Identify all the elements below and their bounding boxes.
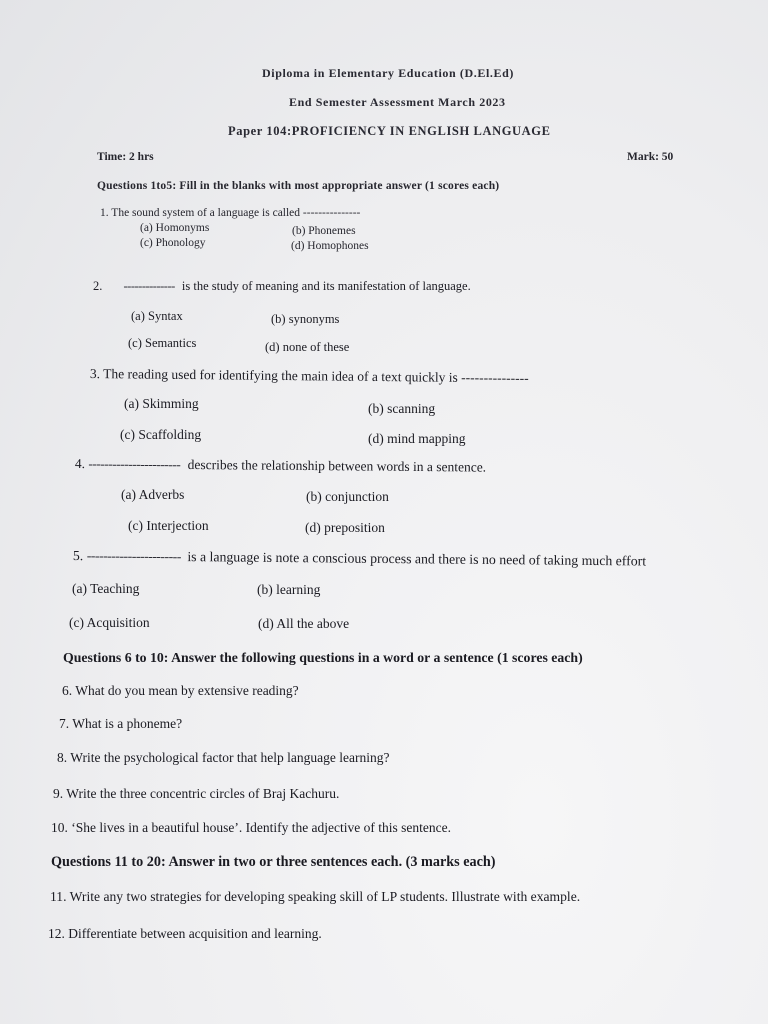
question-number: 2. bbox=[93, 279, 103, 293]
q1-option-b: (b) Phonemes bbox=[292, 225, 356, 237]
q5-option-c: (c) Acquisition bbox=[69, 615, 150, 630]
question-4 bbox=[75, 456, 486, 476]
q4-option-c: (c) Interjection bbox=[128, 518, 209, 533]
question-blank: ----------------------- bbox=[88, 456, 181, 472]
q3-option-c: (c) Scaffolding bbox=[120, 427, 202, 442]
q4-option-d: (d) preposition bbox=[305, 520, 385, 535]
question-text: is the study of meaning and its manifestation of language. bbox=[181, 279, 471, 293]
header-line-3: Paper 104:PROFICIENCY IN ENGLISH LANGUAGE bbox=[228, 124, 551, 138]
header-line-1: Diploma in Elementary Education (D.El.Ed) bbox=[262, 66, 514, 80]
q5-option-a: (a) Teaching bbox=[72, 581, 140, 596]
q1-option-d: (d) Homophones bbox=[291, 240, 369, 252]
question-text: The reading used for identifying the main idea of a text quickly is --------------- bbox=[103, 366, 529, 386]
q5-option-d: (d) All the above bbox=[258, 616, 350, 631]
q2-option-c: (c) Semantics bbox=[128, 336, 197, 350]
q4-option-a: (a) Adverbs bbox=[121, 487, 185, 502]
q1-option-c: (c) Phonology bbox=[140, 237, 206, 249]
section-3-heading: Questions 11 to 20: Answer in two or three sentences each. (3 marks each) bbox=[51, 854, 496, 870]
q4-option-b: (b) conjunction bbox=[306, 489, 389, 504]
question-number: 1. bbox=[100, 207, 109, 219]
section-1-heading: Questions 1to5: Fill in the blanks with most appropriate answer (1 scores each) bbox=[97, 180, 500, 192]
question-1 bbox=[100, 207, 360, 219]
section-2-heading: Questions 6 to 10: Answer the following questions in a word or a sentence (1 scores each) bbox=[63, 650, 583, 665]
question-blank: -------------- bbox=[123, 279, 175, 293]
question-9: 9. Write the three concentric circles of Braj Kachuru. bbox=[53, 786, 340, 801]
q2-option-d: (d) none of these bbox=[265, 340, 350, 354]
question-7: 7. What is a phoneme? bbox=[59, 716, 183, 731]
question-text: describes the relationship between words in a sentence. bbox=[187, 456, 487, 475]
question-blank: ----------------------- bbox=[86, 548, 181, 565]
question-3 bbox=[90, 366, 529, 387]
exam-time: Time: 2 hrs bbox=[97, 151, 154, 163]
q3-option-d: (d) mind mapping bbox=[368, 431, 466, 446]
q2-option-b: (b) synonyms bbox=[271, 312, 340, 326]
question-11: 11. Write any two strategies for developing speaking skill of LP students. Illustrate with example. bbox=[50, 889, 581, 904]
question-6: 6. What do you mean by extensive reading? bbox=[62, 683, 299, 698]
question-number: 4. bbox=[74, 456, 86, 472]
q3-option-a: (a) Skimming bbox=[124, 396, 199, 411]
question-8: 8. Write the psychological factor that help language learning? bbox=[57, 750, 390, 765]
q2-option-a: (a) Syntax bbox=[131, 309, 183, 323]
question-10: 10. ‘She lives in a beautiful house’. Identify the adjective of this sentence. bbox=[51, 820, 452, 835]
question-text: is a language is note a conscious process and there is no need of taking much effort bbox=[187, 549, 647, 569]
q1-option-a: (a) Homonyms bbox=[140, 222, 210, 234]
q5-option-b: (b) learning bbox=[257, 582, 321, 597]
question-number: 5. bbox=[72, 548, 84, 564]
question-text: The sound system of a language is called --------------- bbox=[111, 207, 361, 219]
header-line-2: End Semester Assessment March 2023 bbox=[289, 95, 506, 109]
q3-option-b: (b) scanning bbox=[368, 401, 436, 416]
question-12: 12. Differentiate between acquisition and learning. bbox=[48, 926, 322, 941]
question-5 bbox=[73, 548, 646, 570]
question-2 bbox=[93, 279, 471, 294]
exam-marks: Mark: 50 bbox=[627, 151, 674, 163]
question-number: 3. bbox=[89, 366, 101, 382]
